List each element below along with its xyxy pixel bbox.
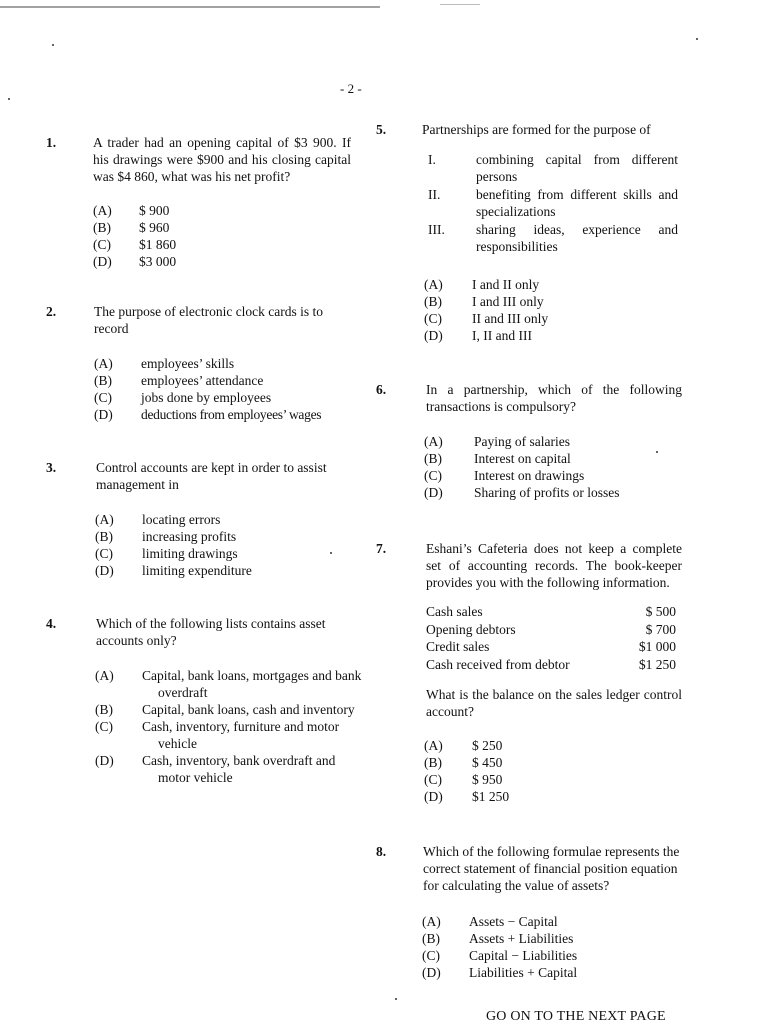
option-text: $3 000 (139, 254, 177, 269)
info-amount: $ 700 (645, 621, 676, 637)
info-row (426, 656, 676, 674)
statement-label: II. (428, 187, 441, 202)
option-c[interactable] (424, 310, 674, 327)
question-text: Which of the following lists contains asset accounts only? (96, 616, 326, 648)
option-a[interactable] (94, 355, 356, 372)
statement-text: benefiting from different skills and specializations (476, 187, 678, 219)
option-text: jobs done by employees (141, 390, 272, 405)
option-label: (D) (94, 407, 113, 422)
option-text: $ 250 (472, 738, 503, 753)
option-text: limiting drawings (142, 546, 238, 561)
question-number: 6. (376, 382, 387, 397)
option-label: (D) (424, 789, 443, 804)
footer-next-page: GO ON TO THE NEXT PAGE (486, 1009, 666, 1024)
option-d[interactable] (95, 752, 357, 786)
info-amount: $ 500 (645, 604, 676, 619)
option-text: II and III only (472, 311, 549, 326)
option-label: (A) (93, 203, 112, 218)
question-number: 1. (46, 135, 57, 150)
options-list (93, 202, 343, 270)
question-number: 4. (46, 616, 57, 631)
options-list (95, 667, 362, 786)
option-c[interactable] (94, 389, 356, 406)
option-label: (B) (94, 373, 112, 388)
options-list (94, 355, 356, 423)
options-list (422, 913, 672, 981)
question-text: Which of the following formulae represents the correct statement of financial position equation for calculating the value of assets? (423, 844, 680, 893)
option-label: (C) (95, 719, 113, 734)
option-label: (C) (422, 948, 440, 963)
option-text: Cash, inventory, furniture and motor vehicle (142, 719, 340, 751)
option-a[interactable] (424, 276, 674, 293)
statement-text: combining capital from different persons (476, 152, 678, 184)
option-b[interactable] (95, 701, 357, 718)
info-amount: $1 000 (638, 639, 676, 654)
option-text: Capital, bank loans, cash and inventory (142, 702, 355, 717)
option-label: (B) (424, 755, 442, 770)
options-list (95, 511, 345, 579)
info-table (426, 603, 676, 673)
option-d[interactable] (422, 964, 672, 981)
scan-speck (8, 98, 10, 100)
option-label: (D) (424, 485, 443, 500)
option-a[interactable] (424, 737, 674, 754)
question-text: The purpose of electronic clock cards is to record (94, 304, 324, 336)
option-label: (C) (424, 468, 442, 483)
options-list (424, 737, 674, 805)
statement-i (428, 151, 678, 185)
option-b[interactable] (424, 293, 674, 310)
option-text: deductions from employees’ wages (141, 407, 322, 422)
option-b[interactable] (424, 450, 674, 467)
question-text: Eshani’s Cafeteria does not keep a complete set of accounting records. The book-keeper provides you with the following information. (426, 541, 682, 590)
info-item: Cash sales (426, 604, 483, 619)
option-label: (A) (95, 512, 114, 527)
option-a[interactable] (93, 202, 343, 219)
statement-text: sharing ideas, experience and responsibilities (476, 222, 678, 254)
option-label: (D) (422, 965, 441, 980)
statement-ii (428, 186, 678, 220)
scan-speck (696, 38, 698, 40)
option-text: Cash, inventory, bank overdraft and motor vehicle (142, 753, 336, 785)
option-a[interactable] (95, 511, 345, 528)
option-label: (D) (95, 563, 114, 578)
option-b[interactable] (424, 754, 674, 771)
option-label: (A) (95, 668, 114, 683)
option-text: Capital − Liabilities (469, 948, 578, 963)
scan-edge-line (0, 6, 380, 8)
option-label: (B) (422, 931, 440, 946)
page-number: - 2 - (340, 81, 362, 96)
option-label: (B) (93, 220, 111, 235)
option-text: $ 900 (139, 203, 170, 218)
option-text: Liabilities + Capital (469, 965, 578, 980)
option-text: $1 860 (139, 237, 177, 252)
option-c[interactable] (93, 236, 343, 253)
option-label: (B) (95, 529, 113, 544)
option-text: $ 450 (472, 755, 503, 770)
option-label: (D) (424, 328, 443, 343)
option-label: (B) (424, 451, 442, 466)
option-text: limiting expenditure (142, 563, 252, 578)
option-d[interactable] (95, 562, 345, 579)
info-item: Credit sales (426, 639, 490, 654)
option-label: (B) (95, 702, 113, 717)
option-text: I and III only (472, 294, 544, 309)
option-text: employees’ attendance (141, 373, 264, 388)
option-text: Interest on capital (474, 451, 571, 466)
option-d[interactable] (424, 484, 674, 501)
question-number: 2. (46, 304, 57, 319)
question-number: 3. (46, 460, 57, 475)
scan-speck (395, 998, 397, 1000)
option-label: (C) (93, 237, 111, 252)
option-text: Sharing of profits or losses (474, 485, 620, 500)
option-label: (A) (94, 356, 113, 371)
option-label: (A) (424, 434, 443, 449)
option-b[interactable] (95, 528, 345, 545)
option-label: (C) (95, 546, 113, 561)
scan-edge-line (440, 4, 480, 5)
question-text: Control accounts are kept in order to assist management in (96, 460, 327, 492)
statements-list (428, 151, 678, 255)
question-number: 7. (376, 541, 387, 556)
option-d[interactable] (93, 253, 343, 270)
option-d[interactable] (424, 327, 674, 344)
option-label: (B) (424, 294, 442, 309)
option-c[interactable] (95, 718, 357, 752)
option-a[interactable] (95, 667, 362, 701)
info-item: Cash received from debtor (426, 656, 570, 672)
option-label: (C) (424, 772, 442, 787)
option-c[interactable] (422, 947, 672, 964)
info-row (426, 603, 676, 621)
option-b[interactable] (422, 930, 672, 947)
option-a[interactable] (424, 433, 674, 450)
info-row (426, 638, 676, 656)
option-b[interactable] (94, 372, 356, 389)
option-text: $ 950 (472, 772, 503, 787)
statement-label: I. (428, 152, 436, 167)
option-a[interactable] (422, 913, 672, 930)
option-c[interactable] (95, 545, 345, 562)
statement-iii (428, 221, 678, 255)
info-item: Opening debtors (426, 621, 516, 637)
question-text: In a partnership, which of the following transactions is compulsory? (426, 382, 682, 414)
options-list (424, 433, 674, 501)
info-row (426, 621, 676, 639)
option-label: (D) (95, 753, 114, 768)
option-d[interactable] (424, 788, 674, 805)
option-text: Interest on drawings (474, 468, 585, 483)
option-text: $1 250 (472, 789, 510, 804)
option-text: Assets + Liabilities (469, 931, 574, 946)
option-label: (A) (422, 914, 441, 929)
question-followup-text: What is the balance on the sales ledger control account? (426, 687, 682, 719)
question-number: 8. (376, 844, 387, 859)
question-text: Partnerships are formed for the purpose of (422, 122, 651, 137)
option-text: Capital, bank loans, mortgages and bank overdraft (142, 668, 362, 700)
option-label: (D) (93, 254, 112, 269)
option-label: (C) (424, 311, 442, 326)
scan-speck (52, 44, 54, 46)
option-text: locating errors (142, 512, 221, 527)
option-label: (A) (424, 277, 443, 292)
question-number: 5. (376, 122, 387, 137)
option-text: I and II only (472, 277, 540, 292)
option-c[interactable] (424, 467, 674, 484)
options-list (424, 276, 674, 344)
option-d[interactable] (94, 406, 356, 423)
option-c[interactable] (424, 771, 674, 788)
option-text: I, II and III (472, 328, 532, 343)
option-text: $ 960 (139, 220, 170, 235)
option-text: employees’ skills (141, 356, 235, 371)
option-text: increasing profits (142, 529, 237, 544)
option-label: (C) (94, 390, 112, 405)
info-amount: $1 250 (638, 656, 676, 672)
option-label: (A) (424, 738, 443, 753)
question-text: A trader had an opening capital of $3 900. If his drawings were $900 and his closing capital was $4 860, what was his net profit? (93, 135, 351, 184)
option-text: Paying of salaries (474, 434, 570, 449)
option-text: Assets − Capital (469, 914, 558, 929)
statement-label: III. (428, 222, 445, 237)
option-b[interactable] (93, 219, 343, 236)
